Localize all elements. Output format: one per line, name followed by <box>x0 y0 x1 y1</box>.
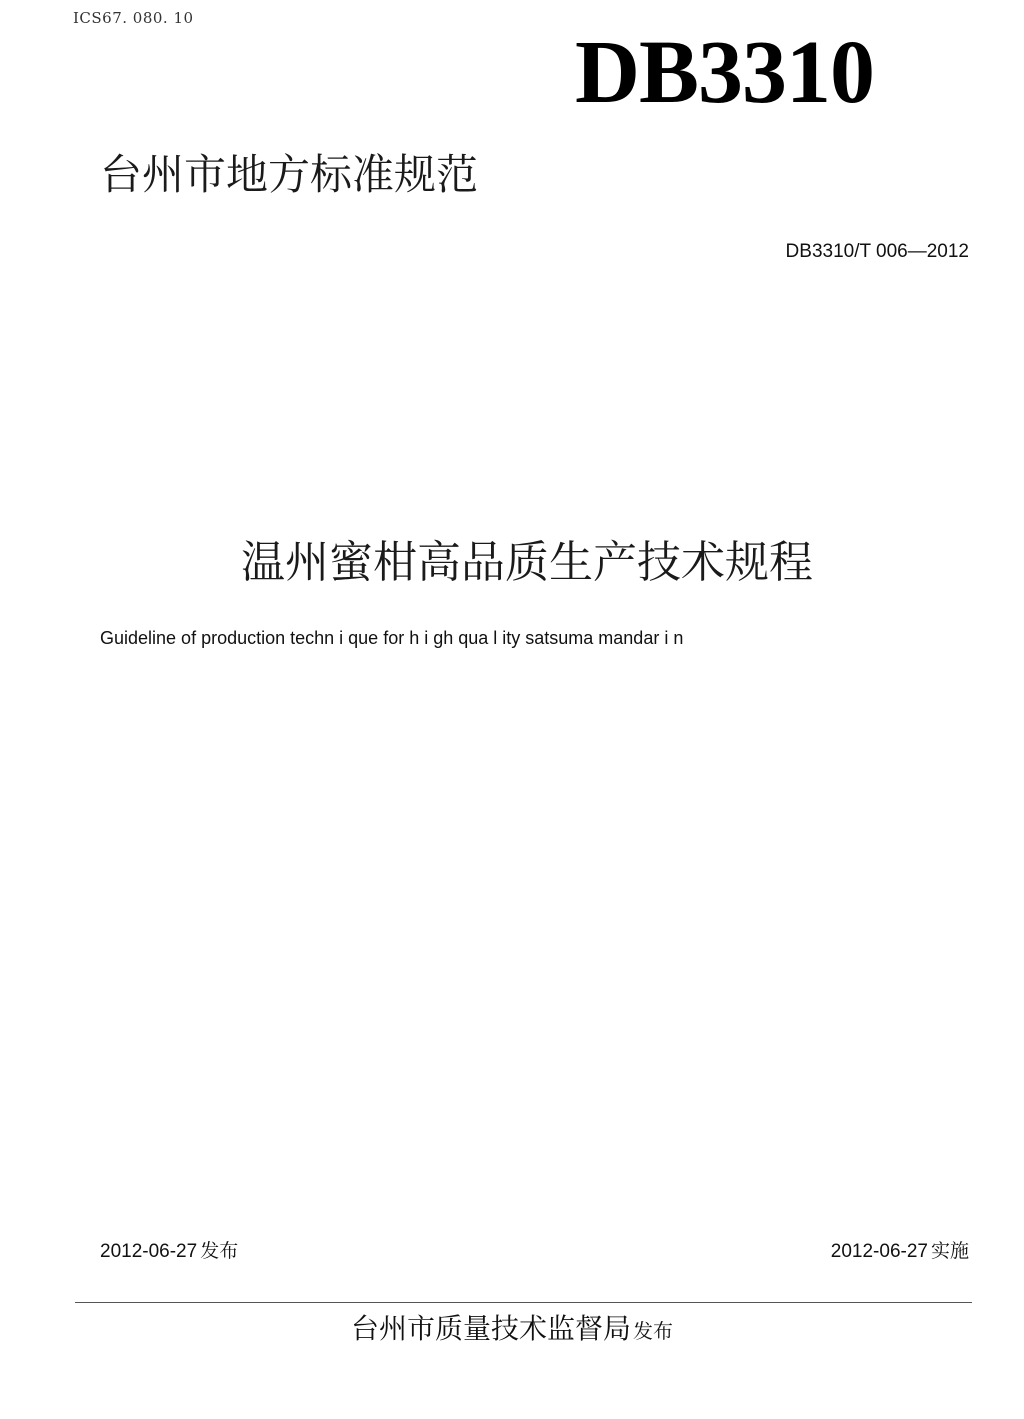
footer-divider <box>75 1302 972 1303</box>
implementation-label: 实施 <box>930 1240 969 1262</box>
ics-code: ICS67. 080. 10 <box>73 9 194 27</box>
implementation-date-line <box>831 1236 969 1263</box>
db-code-heading: DB3310 <box>574 23 874 122</box>
publisher-name: 台州市质量技术监督局 <box>350 1312 631 1345</box>
document-title-chinese: 温州蜜柑高品质生产技术规程 <box>241 537 813 588</box>
release-label: 发布 <box>200 1240 239 1262</box>
release-date-line <box>100 1236 238 1263</box>
document-title-english: Guideline of production techn i que for h i gh qua l ity satsuma mandar i n <box>100 628 684 648</box>
release-date: 2012-06-27 <box>100 1241 198 1262</box>
publisher-suffix: 发布 <box>633 1319 673 1343</box>
standard-type: 台州市地方标准规范 <box>100 150 479 199</box>
publisher-line <box>0 1307 1024 1347</box>
standard-number: DB3310/T 006—2012 <box>785 241 969 262</box>
implementation-date: 2012-06-27 <box>830 1241 928 1262</box>
